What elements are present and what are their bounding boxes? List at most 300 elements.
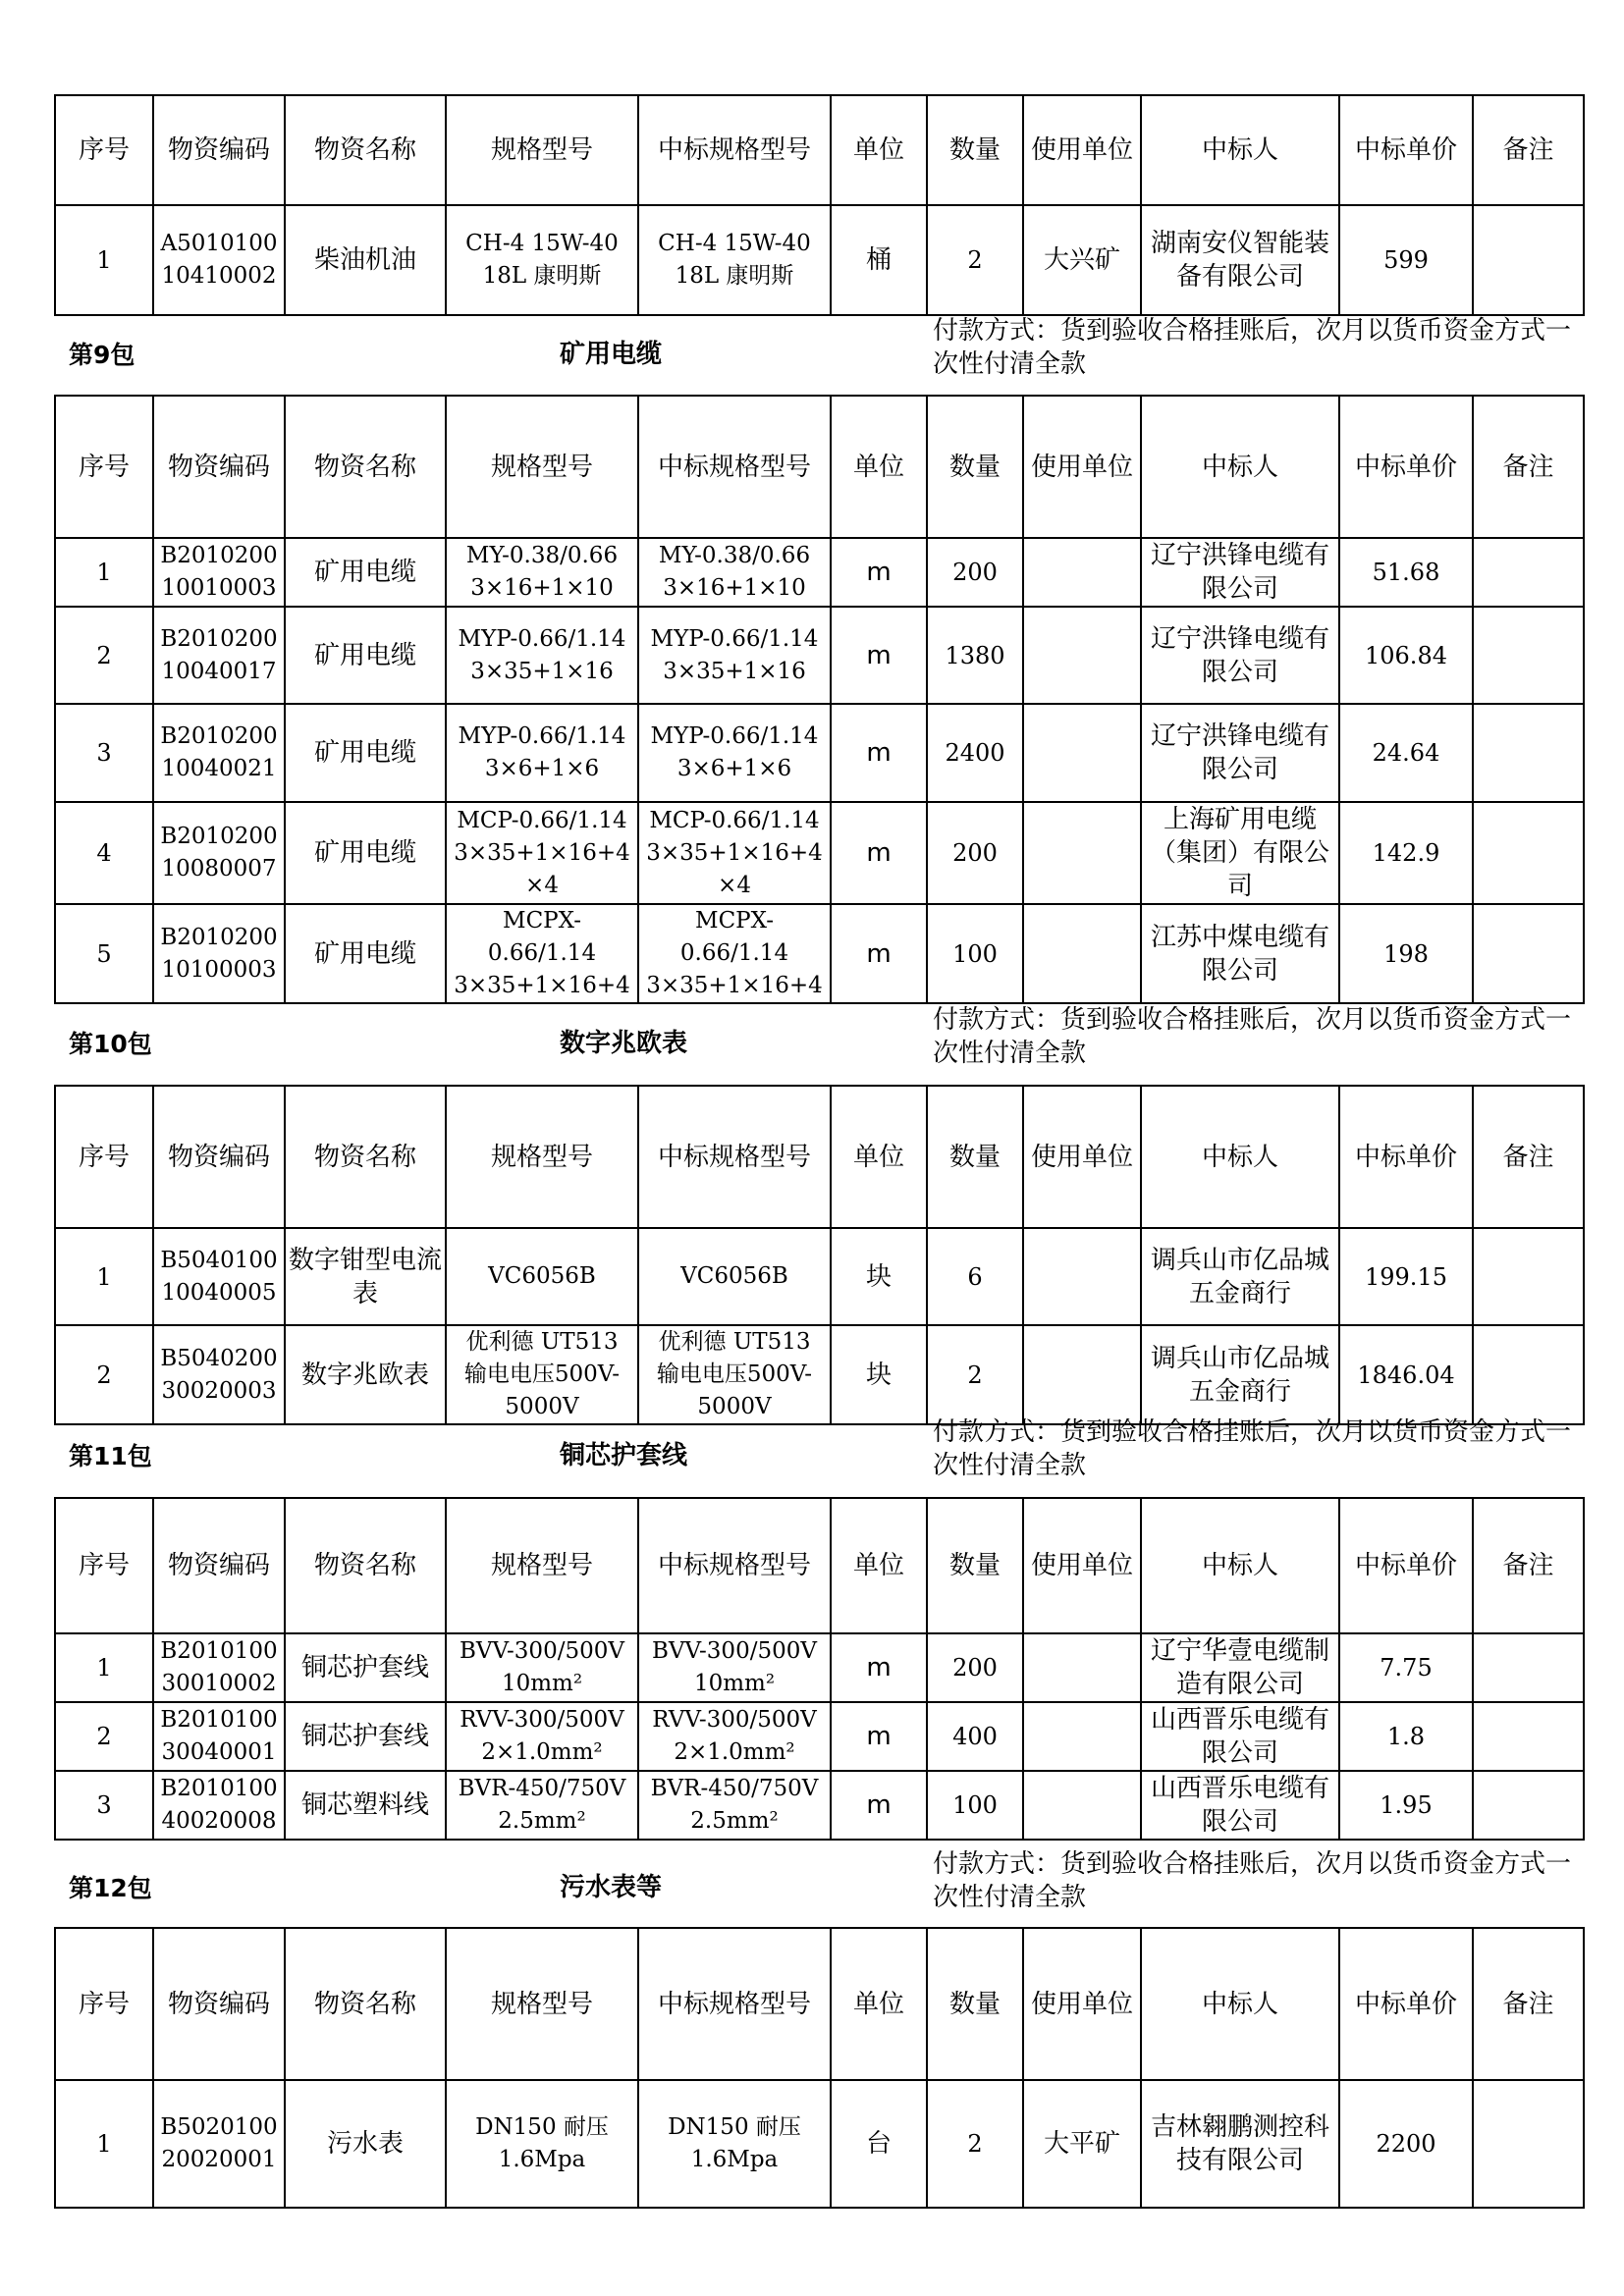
- cell-line: 10040017: [161, 658, 277, 684]
- unit: m: [831, 1702, 927, 1771]
- bid-spec-model: [638, 1702, 831, 1771]
- cell-line: B2010100: [160, 1638, 278, 1664]
- cell-line: 10410002: [161, 263, 277, 289]
- spec-header: 规格型号: [446, 1928, 638, 2080]
- quantity: 2: [927, 205, 1023, 315]
- bid-spec-model: [638, 538, 831, 607]
- code-header: 物资编码: [153, 1928, 285, 2080]
- cell-line: 0.66/1.14: [487, 940, 597, 966]
- package-header: [54, 312, 1581, 391]
- using-unit: [1023, 1771, 1141, 1840]
- cell-line: MY-0.38/0.66: [658, 543, 811, 568]
- cell-line: DN150 耐压: [475, 2114, 609, 2140]
- payment-terms: 付款方式：货到验收合格挂账后，次月以货币资金方式一次性付清全款: [933, 1849, 1572, 1912]
- cell-line: 10100003: [161, 956, 277, 983]
- table-row: [55, 2080, 1584, 2208]
- cell-line: CH-4 15W-40: [465, 231, 619, 256]
- payment-terms: 付款方式：货到验收合格挂账后，次月以货币资金方式一次性付清全款: [933, 1417, 1572, 1480]
- table-header-row: [55, 1928, 1584, 2080]
- cell-line: ×4: [718, 872, 751, 898]
- quantity: 100: [927, 904, 1023, 1003]
- material-name: 数字钳型电流表: [285, 1228, 446, 1325]
- package-title: 数字兆欧表: [560, 1029, 688, 1058]
- material-code: [153, 1771, 285, 1840]
- payment-terms: 付款方式：货到验收合格挂账后，次月以货币资金方式一次性付清全款: [933, 316, 1572, 379]
- winning-bidder: 调兵山市亿品城五金商行: [1141, 1325, 1339, 1424]
- cell-line: VC6056B: [488, 1263, 596, 1289]
- winning-bidder: 上海矿用电缆（集团）有限公司: [1141, 802, 1339, 904]
- bid-spec-header: 中标规格型号: [638, 396, 831, 538]
- unit-price: 106.84: [1339, 607, 1473, 704]
- spec-model: [446, 538, 638, 607]
- spec-model: [446, 1633, 638, 1702]
- quantity: 400: [927, 1702, 1023, 1771]
- material-code: [153, 1702, 285, 1771]
- package-table: [54, 395, 1585, 1004]
- seq-header: 序号: [55, 1498, 153, 1633]
- cell-line: 18L 康明斯: [482, 263, 602, 289]
- code-header: 物资编码: [153, 1498, 285, 1633]
- cell-line: B2010200: [160, 723, 278, 749]
- cell-line: 3×16+1×10: [663, 575, 806, 601]
- bid-spec-model: [638, 1771, 831, 1840]
- winning-bidder: 湖南安仪智能装备有限公司: [1141, 205, 1339, 315]
- table-header-row: [55, 1086, 1584, 1228]
- price-header: 中标单价: [1339, 95, 1473, 205]
- cell-line: 10mm²: [693, 1671, 776, 1696]
- quantity: 200: [927, 538, 1023, 607]
- package-number: 第10包: [69, 1030, 152, 1058]
- quantity: 1380: [927, 607, 1023, 704]
- cell-line: 10080007: [161, 856, 277, 881]
- unit-price: 24.64: [1339, 704, 1473, 802]
- name-header: 物资名称: [285, 1086, 446, 1228]
- row-seq: 1: [55, 538, 153, 607]
- table-row: [55, 904, 1584, 1003]
- remarks: [1473, 2080, 1584, 2208]
- cell-line: 3×6+1×6: [677, 756, 792, 781]
- package-table: [54, 1085, 1585, 1425]
- quantity: 200: [927, 802, 1023, 904]
- cell-line: 优利德 UT513: [465, 1329, 619, 1355]
- cell-line: 2.5mm²: [690, 1808, 779, 1834]
- unit: m: [831, 538, 927, 607]
- unit: m: [831, 607, 927, 704]
- spec-model: [446, 205, 638, 315]
- unit: 块: [831, 1325, 927, 1424]
- price-header: 中标单价: [1339, 396, 1473, 538]
- remarks: [1473, 704, 1584, 802]
- material-name: 数字兆欧表: [285, 1325, 446, 1424]
- material-code: [153, 205, 285, 315]
- cell-line: 优利德 UT513: [658, 1329, 811, 1355]
- spec-header: 规格型号: [446, 396, 638, 538]
- material-name: 矿用电缆: [285, 802, 446, 904]
- qty-header: 数量: [927, 1086, 1023, 1228]
- note-header: 备注: [1473, 1086, 1584, 1228]
- unit-price: 51.68: [1339, 538, 1473, 607]
- winner-header: 中标人: [1141, 1498, 1339, 1633]
- row-seq: 1: [55, 2080, 153, 2208]
- table-header-row: [55, 396, 1584, 538]
- cell-line: 2×1.0mm²: [481, 1739, 603, 1765]
- cell-line: ×4: [525, 872, 559, 898]
- cell-line: 5000V: [505, 1394, 579, 1419]
- unit: 桶: [831, 205, 927, 315]
- cell-line: RVV-300/500V: [460, 1707, 624, 1733]
- spec-model: [446, 904, 638, 1003]
- row-seq: 3: [55, 1771, 153, 1840]
- code-header: 物资编码: [153, 396, 285, 538]
- name-header: 物资名称: [285, 1928, 446, 2080]
- material-code: [153, 538, 285, 607]
- unit-price: 198: [1339, 904, 1473, 1003]
- cell-line: 3×35+1×16+4: [454, 973, 630, 998]
- cell-line: VC6056B: [680, 1263, 788, 1289]
- unit: 块: [831, 1228, 927, 1325]
- quantity: 2: [927, 1325, 1023, 1424]
- remarks: [1473, 1228, 1584, 1325]
- material-name: 矿用电缆: [285, 607, 446, 704]
- row-seq: 5: [55, 904, 153, 1003]
- cell-line: B5040100: [160, 1247, 278, 1273]
- unit-header: 单位: [831, 1928, 927, 2080]
- using-unit: [1023, 538, 1141, 607]
- cell-line: MCP-0.66/1.14: [649, 807, 820, 833]
- cell-line: 3×35+1×16+4: [454, 839, 630, 866]
- name-header: 物资名称: [285, 1498, 446, 1633]
- table-row: [55, 607, 1584, 704]
- spec-model: [446, 2080, 638, 2208]
- winning-bidder: 辽宁洪锋电缆有限公司: [1141, 607, 1339, 704]
- row-seq: 2: [55, 1325, 153, 1424]
- cell-line: MYP-0.66/1.14: [650, 723, 819, 749]
- material-name: 铜芯塑料线: [285, 1771, 446, 1840]
- price-header: 中标单价: [1339, 1498, 1473, 1633]
- cell-line: 2×1.0mm²: [674, 1739, 795, 1765]
- cell-line: MYP-0.66/1.14: [650, 625, 819, 652]
- cell-line: 10040005: [161, 1279, 277, 1306]
- row-seq: 3: [55, 704, 153, 802]
- spec-model: [446, 607, 638, 704]
- cell-line: 30020003: [161, 1377, 277, 1404]
- unit-header: 单位: [831, 1086, 927, 1228]
- cell-line: DN150 耐压: [668, 2114, 801, 2140]
- cell-line: MYP-0.66/1.14: [458, 723, 626, 749]
- using-unit: [1023, 1325, 1141, 1424]
- user-header: 使用单位: [1023, 1498, 1141, 1633]
- spec-model: [446, 802, 638, 904]
- unit-header: 单位: [831, 396, 927, 538]
- material-code: [153, 704, 285, 802]
- seq-header: 序号: [55, 1928, 153, 2080]
- unit-price: 599: [1339, 205, 1473, 315]
- code-header: 物资编码: [153, 95, 285, 205]
- cell-line: 18L 康明斯: [675, 263, 794, 289]
- material-code: [153, 1228, 285, 1325]
- cell-line: A5010100: [160, 231, 278, 256]
- unit: m: [831, 802, 927, 904]
- cell-line: 3×35+1×16: [663, 658, 806, 684]
- remarks: [1473, 1771, 1584, 1840]
- cell-line: B2010200: [160, 543, 278, 568]
- using-unit: [1023, 1633, 1141, 1702]
- winning-bidder: 调兵山市亿品城五金商行: [1141, 1228, 1339, 1325]
- quantity: 2400: [927, 704, 1023, 802]
- using-unit: [1023, 1702, 1141, 1771]
- spec-header: 规格型号: [446, 1498, 638, 1633]
- package-title: 铜芯护套线: [560, 1441, 688, 1470]
- material-code: [153, 1633, 285, 1702]
- table-row: [55, 1633, 1584, 1702]
- material-code: [153, 904, 285, 1003]
- bid-spec-header: 中标规格型号: [638, 1928, 831, 2080]
- price-header: 中标单价: [1339, 1928, 1473, 2080]
- cell-line: 20020001: [161, 2147, 277, 2172]
- note-header: 备注: [1473, 1498, 1584, 1633]
- qty-header: 数量: [927, 1498, 1023, 1633]
- name-header: 物资名称: [285, 396, 446, 538]
- material-name: 铜芯护套线: [285, 1702, 446, 1771]
- row-seq: 1: [55, 1228, 153, 1325]
- table-row: [55, 1325, 1584, 1424]
- material-name: 矿用电缆: [285, 538, 446, 607]
- bid-spec-model: [638, 904, 831, 1003]
- remarks: [1473, 1702, 1584, 1771]
- bid-spec-model: [638, 1228, 831, 1325]
- seq-header: 序号: [55, 1086, 153, 1228]
- remarks: [1473, 607, 1584, 704]
- using-unit: [1023, 802, 1141, 904]
- unit-price: 142.9: [1339, 802, 1473, 904]
- unit-header: 单位: [831, 1498, 927, 1633]
- bid-spec-header: 中标规格型号: [638, 95, 831, 205]
- row-seq: 1: [55, 205, 153, 315]
- using-unit: 大平矿: [1023, 2080, 1141, 2208]
- cell-line: BVR-450/750V: [458, 1776, 626, 1801]
- table-row: [55, 802, 1584, 904]
- bid-spec-model: [638, 607, 831, 704]
- user-header: 使用单位: [1023, 1928, 1141, 2080]
- winning-bidder: 山西晋乐电缆有限公司: [1141, 1771, 1339, 1840]
- package-number: 第12包: [69, 1874, 152, 1902]
- material-name: 矿用电缆: [285, 704, 446, 802]
- qty-header: 数量: [927, 1928, 1023, 2080]
- bid-spec-model: [638, 802, 831, 904]
- cell-line: B5040200: [160, 1345, 278, 1371]
- remarks: [1473, 538, 1584, 607]
- user-header: 使用单位: [1023, 396, 1141, 538]
- quantity: 6: [927, 1228, 1023, 1325]
- bid-spec-header: 中标规格型号: [638, 1086, 831, 1228]
- table-row: [55, 538, 1584, 607]
- cell-line: BVV-300/500V: [460, 1638, 624, 1664]
- user-header: 使用单位: [1023, 95, 1141, 205]
- user-header: 使用单位: [1023, 1086, 1141, 1228]
- seq-header: 序号: [55, 396, 153, 538]
- package-table: [54, 94, 1585, 316]
- material-name: 柴油机油: [285, 205, 446, 315]
- winning-bidder: 辽宁洪锋电缆有限公司: [1141, 704, 1339, 802]
- cell-line: 10040021: [161, 756, 277, 781]
- seq-header: 序号: [55, 95, 153, 205]
- unit-price: 1.95: [1339, 1771, 1473, 1840]
- using-unit: [1023, 1228, 1141, 1325]
- bid-spec-model: [638, 704, 831, 802]
- cell-line: 2.5mm²: [498, 1808, 586, 1834]
- remarks: [1473, 1633, 1584, 1702]
- winning-bidder: 山西晋乐电缆有限公司: [1141, 1702, 1339, 1771]
- cell-line: B2010200: [160, 824, 278, 849]
- winning-bidder: 辽宁洪锋电缆有限公司: [1141, 538, 1339, 607]
- qty-header: 数量: [927, 95, 1023, 205]
- cell-line: BVV-300/500V: [652, 1638, 817, 1664]
- cell-line: 0.66/1.14: [679, 940, 789, 966]
- cell-line: MY-0.38/0.66: [465, 543, 619, 568]
- bid-spec-model: [638, 1325, 831, 1424]
- cell-line: 5000V: [697, 1394, 772, 1419]
- unit-price: 7.75: [1339, 1633, 1473, 1702]
- cell-line: BVR-450/750V: [650, 1776, 819, 1801]
- spec-model: [446, 1325, 638, 1424]
- spec-model: [446, 1771, 638, 1840]
- spec-model: [446, 1702, 638, 1771]
- material-code: [153, 1325, 285, 1424]
- table-row: [55, 205, 1584, 315]
- unit: m: [831, 1771, 927, 1840]
- unit-price: 2200: [1339, 2080, 1473, 2208]
- remarks: [1473, 1325, 1584, 1424]
- cell-line: MYP-0.66/1.14: [458, 625, 626, 652]
- table-row: [55, 1228, 1584, 1325]
- winning-bidder: 吉林翱鹏测控科技有限公司: [1141, 2080, 1339, 2208]
- unit-header: 单位: [831, 95, 927, 205]
- using-unit: [1023, 704, 1141, 802]
- package-title: 矿用电缆: [560, 340, 663, 369]
- bid-spec-model: [638, 1633, 831, 1702]
- payment-terms: 付款方式：货到验收合格挂账后，次月以货币资金方式一次性付清全款: [933, 1005, 1572, 1068]
- using-unit: [1023, 904, 1141, 1003]
- cell-line: B2010100: [160, 1707, 278, 1733]
- cell-line: 3×16+1×10: [470, 575, 614, 601]
- package-header: [54, 1845, 1581, 1924]
- cell-line: 1.6Mpa: [498, 2147, 586, 2172]
- winner-header: 中标人: [1141, 95, 1339, 205]
- unit: 台: [831, 2080, 927, 2208]
- quantity: 200: [927, 1633, 1023, 1702]
- cell-line: 1.6Mpa: [690, 2147, 779, 2172]
- package-number: 第9包: [69, 341, 135, 369]
- package-table: [54, 1497, 1585, 1841]
- note-header: 备注: [1473, 1928, 1584, 2080]
- material-name: 矿用电缆: [285, 904, 446, 1003]
- cell-line: MCP-0.66/1.14: [457, 807, 627, 833]
- cell-line: 10mm²: [501, 1671, 583, 1696]
- cell-line: 10010003: [161, 575, 277, 601]
- material-name: 污水表: [285, 2080, 446, 2208]
- row-seq: 4: [55, 802, 153, 904]
- row-seq: 2: [55, 607, 153, 704]
- cell-line: 输电电压500V-: [463, 1362, 621, 1387]
- cell-line: MCPX-: [695, 908, 774, 934]
- row-seq: 2: [55, 1702, 153, 1771]
- material-code: [153, 607, 285, 704]
- cell-line: B5020100: [160, 2114, 278, 2140]
- cell-line: MCPX-: [503, 908, 581, 934]
- remarks: [1473, 904, 1584, 1003]
- remarks: [1473, 802, 1584, 904]
- using-unit: [1023, 607, 1141, 704]
- name-header: 物资名称: [285, 95, 446, 205]
- qty-header: 数量: [927, 396, 1023, 538]
- winner-header: 中标人: [1141, 1086, 1339, 1228]
- unit: m: [831, 1633, 927, 1702]
- cell-line: RVV-300/500V: [652, 1707, 817, 1733]
- package-header: [54, 1414, 1581, 1492]
- cell-line: 3×35+1×16+4: [646, 839, 823, 866]
- unit: m: [831, 904, 927, 1003]
- material-code: [153, 802, 285, 904]
- code-header: 物资编码: [153, 1086, 285, 1228]
- price-header: 中标单价: [1339, 1086, 1473, 1228]
- cell-line: CH-4 15W-40: [658, 231, 811, 256]
- table-row: [55, 1702, 1584, 1771]
- winner-header: 中标人: [1141, 396, 1339, 538]
- cell-line: 30040001: [161, 1739, 277, 1765]
- quantity: 2: [927, 2080, 1023, 2208]
- cell-line: 30010002: [161, 1671, 277, 1696]
- row-seq: 1: [55, 1633, 153, 1702]
- winning-bidder: 江苏中煤电缆有限公司: [1141, 904, 1339, 1003]
- table-row: [55, 1771, 1584, 1840]
- package-header: [54, 1001, 1581, 1080]
- cell-line: B2010200: [160, 625, 278, 652]
- bid-spec-model: [638, 2080, 831, 2208]
- cell-line: B2010100: [160, 1776, 278, 1801]
- cell-line: 3×35+1×16: [470, 658, 614, 684]
- material-code: [153, 2080, 285, 2208]
- unit-price: 1.8: [1339, 1702, 1473, 1771]
- using-unit: 大兴矿: [1023, 205, 1141, 315]
- remarks: [1473, 205, 1584, 315]
- unit-price: 1846.04: [1339, 1325, 1473, 1424]
- unit: m: [831, 704, 927, 802]
- cell-line: B2010200: [160, 924, 278, 950]
- cell-line: 3×6+1×6: [484, 756, 600, 781]
- table-row: [55, 704, 1584, 802]
- winner-header: 中标人: [1141, 1928, 1339, 2080]
- cell-line: 3×35+1×16+4: [646, 973, 823, 998]
- package-number: 第11包: [69, 1442, 152, 1470]
- spec-model: [446, 704, 638, 802]
- note-header: 备注: [1473, 396, 1584, 538]
- quantity: 100: [927, 1771, 1023, 1840]
- cell-line: 40020008: [161, 1808, 277, 1834]
- spec-header: 规格型号: [446, 95, 638, 205]
- bid-spec-header: 中标规格型号: [638, 1498, 831, 1633]
- package-title: 污水表等: [560, 1873, 663, 1902]
- note-header: 备注: [1473, 95, 1584, 205]
- table-header-row: [55, 1498, 1584, 1633]
- spec-header: 规格型号: [446, 1086, 638, 1228]
- cell-line: 输电电压500V-: [656, 1362, 813, 1387]
- unit-price: 199.15: [1339, 1228, 1473, 1325]
- package-table: [54, 1927, 1585, 2209]
- winning-bidder: 辽宁华壹电缆制造有限公司: [1141, 1633, 1339, 1702]
- bid-spec-model: [638, 205, 831, 315]
- material-name: 铜芯护套线: [285, 1633, 446, 1702]
- spec-model: [446, 1228, 638, 1325]
